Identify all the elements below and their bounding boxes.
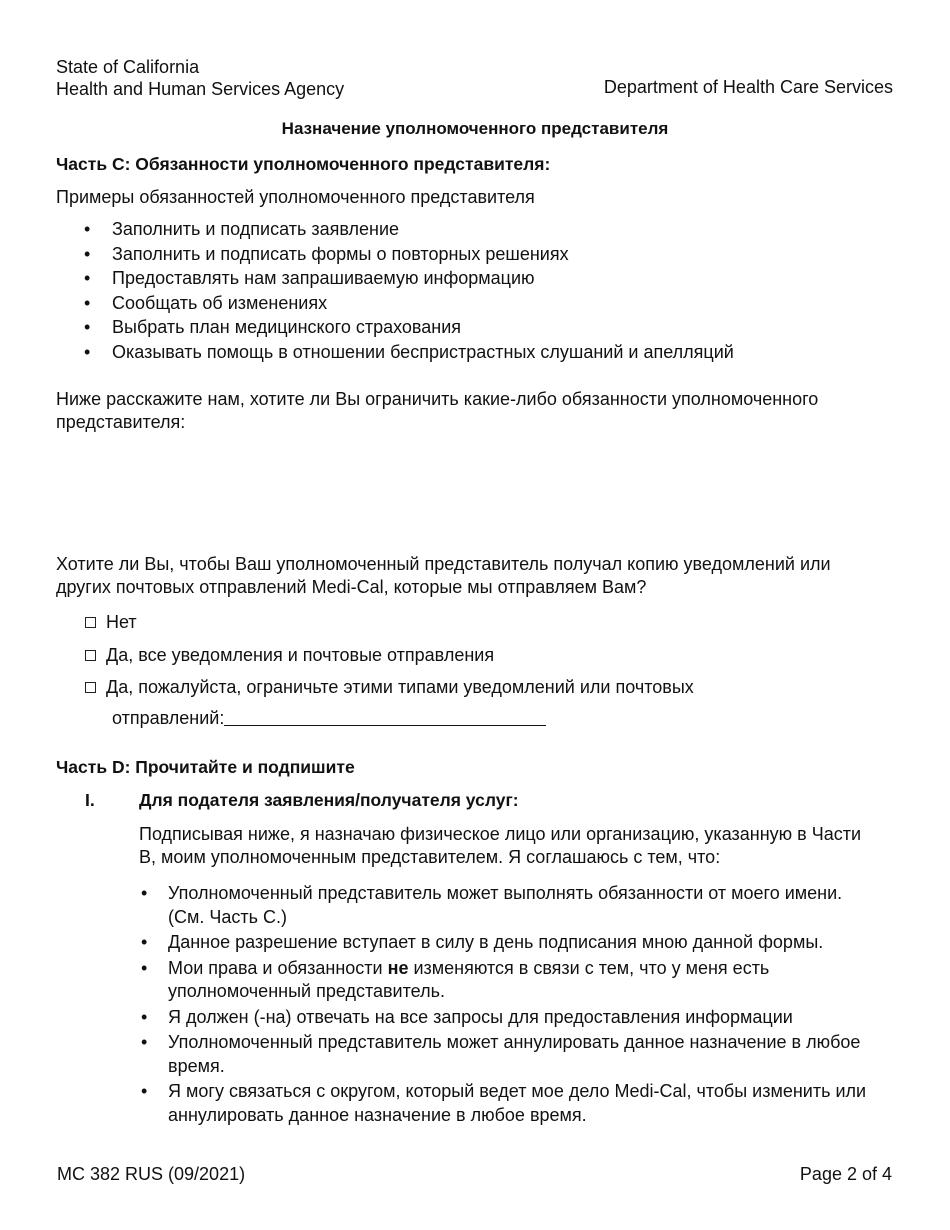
bullet-icon: •	[141, 883, 148, 903]
section-title: Для подателя заявления/получателя услуг:	[139, 790, 519, 810]
page-title: Назначение уполномоченного представителя	[281, 119, 669, 138]
part-c-heading: Часть C: Обязанности уполномоченного представителя:	[56, 154, 551, 174]
limit-duties-answer-field[interactable]	[56, 440, 894, 544]
list-item: • Выбрать план медицинского страхования	[84, 317, 462, 338]
list-item: • Мои права и обязанности не изменяются в связи с тем, что у меня есть уполномоченный представитель.	[141, 957, 770, 1001]
part-d-heading: Часть D: Прочитайте и подпишите	[56, 757, 355, 777]
header-agency-line2: Health and Human Services Agency	[56, 79, 345, 99]
notice-types-input-line[interactable]	[224, 709, 546, 726]
agreement-list	[141, 882, 866, 1127]
list-item: • Данное разрешение вступает в силу в день подписания мною данной формы.	[141, 931, 866, 955]
header-agency-line1: State of California	[56, 57, 200, 77]
option-no[interactable]: Нет	[85, 612, 137, 633]
bullet-icon: •	[141, 932, 148, 952]
list-item: • Заполнить и подписать заявление	[84, 219, 400, 239]
bullet-icon: •	[141, 1006, 148, 1027]
agreement-intro-line2: B, моим уполномоченным представителем. Я соглашаюсь с тем, что:	[139, 847, 721, 867]
bullet-icon: •	[84, 292, 91, 313]
list-item: • Я могу связаться с округом, который ведет мое дело Medi-Cal, чтобы изменить или аннулировать данное назначение в любое время.	[141, 1081, 867, 1125]
duties-list	[84, 219, 734, 367]
list-item: • Заполнить и подписать формы о повторных решениях	[84, 243, 569, 264]
option-all-notices[interactable]: Да, все уведомления и почтовые отправления	[85, 645, 494, 666]
checkbox-no[interactable]	[85, 617, 96, 628]
checkbox-all-notices[interactable]	[85, 650, 96, 661]
checkbox-limit-notices[interactable]	[85, 682, 96, 693]
copy-question-line1: Хотите ли Вы, чтобы Ваш уполномоченный представитель получал копию уведомлений или	[56, 554, 831, 574]
part-c-intro: Примеры обязанностей уполномоченного представителя	[56, 187, 535, 207]
footer-page-number: Page 2 of 4	[799, 1164, 892, 1184]
option-limit-notices-cont: отправлений:	[112, 708, 546, 729]
bullet-icon: •	[84, 219, 91, 239]
section-number: I.	[85, 790, 95, 810]
bullet-icon: •	[84, 341, 91, 362]
list-item: • Оказывать помощь в отношении беспристрастных слушаний и апелляций	[84, 341, 734, 362]
agreement-intro-line1: Подписывая ниже, я назначаю физическое лицо или организацию, указанную в Части	[139, 824, 862, 844]
list-item: • Я должен (-на) отвечать на все запросы для предоставления информации	[141, 1006, 866, 1030]
list-item: • Предоставлять нам запрашиваемую информацию	[84, 268, 535, 289]
bullet-icon: •	[84, 243, 91, 264]
copy-question-line2: других почтовых отправлений Medi-Cal, которые мы отправляем Вам?	[56, 577, 647, 597]
bullet-icon: •	[141, 1032, 148, 1052]
limit-question-line2: представителя:	[56, 412, 186, 432]
bullet-icon: •	[84, 317, 91, 338]
limit-question-line1: Ниже расскажите нам, хотите ли Вы ограничить какие-либо обязанности уполномоченного	[56, 389, 819, 409]
list-item: • Уполномоченный представитель может аннулировать данное назначение в любое время.	[141, 1032, 861, 1076]
list-item: • Уполномоченный представитель может выполнять обязанности от моего имени. (См. Часть C.)	[141, 883, 843, 927]
footer-form-id: MC 382 RUS (09/2021)	[57, 1164, 246, 1184]
bullet-icon: •	[84, 268, 91, 289]
header-department: Department of Health Care Services	[603, 77, 893, 97]
list-item: • Сообщать об изменениях	[84, 292, 328, 313]
bullet-icon: •	[141, 1081, 148, 1101]
bullet-icon: •	[141, 957, 148, 978]
option-limit-notices[interactable]: Да, пожалуйста, ограничьте этими типами уведомлений или почтовых	[85, 677, 694, 698]
